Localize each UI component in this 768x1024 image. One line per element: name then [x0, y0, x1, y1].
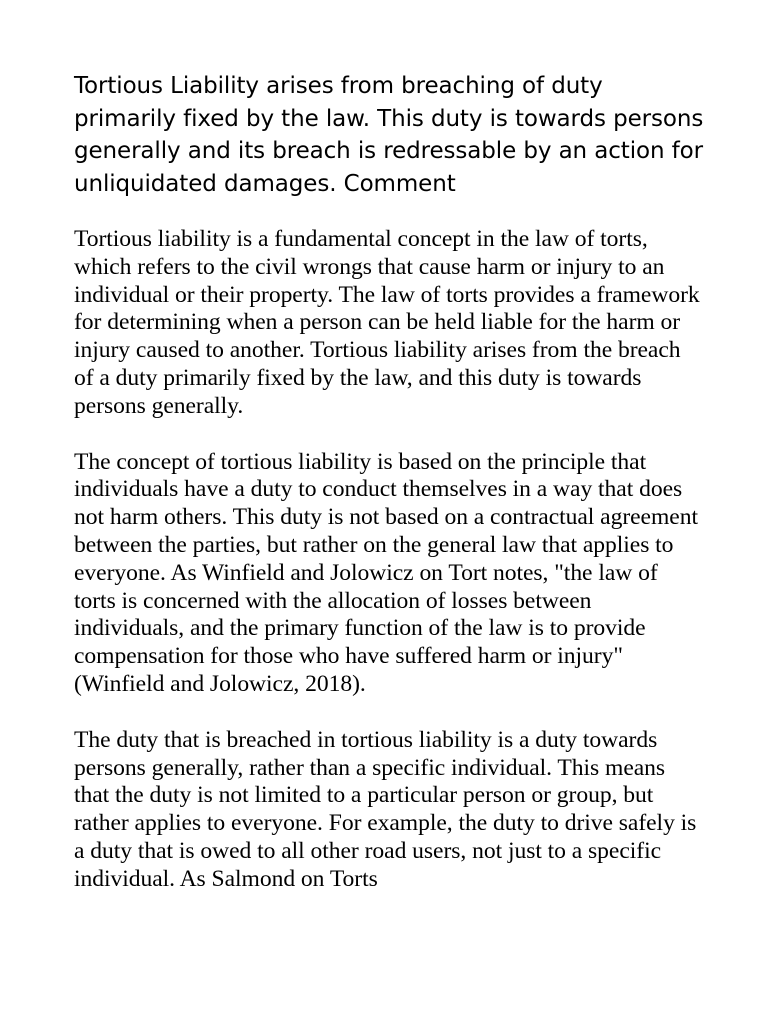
- paragraph-3: The duty that is breached in tortious liability is a duty towards persons generally, rather than a specific individual. This means that the duty is not limited to a particular person or group, but rather applies to everyone. For example, the duty to drive safely is a duty that is owed to all other road users, not just to a specific individual. As Salmond on Torts: [74, 726, 697, 892]
- paragraph-1: Tortious liability is a fundamental concept in the law of torts, which refers to the civil wrongs that cause harm or injury to an individual or their property. The law of torts provides a framework for determining when a person can be held liable for the harm or injury caused to another. Tortious liability arises from the breach of a duty primarily fixed by the law, and this duty is towards persons generally.: [74, 226, 700, 419]
- document-page: [74, 70, 704, 922]
- document-title: Tortious Liability arises from breaching of duty primarily fixed by the law. This duty is towards persons generally and its breach is redressable by an action for unliquidated damages. Comment: [74, 73, 704, 197]
- paragraph-2: The concept of tortious liability is based on the principle that individuals have a duty to conduct themselves in a way that does not harm others. This duty is not based on a contractual agreement between the parties, but rather on the general law that applies to everyone. As Winfield and Jolowicz on Tort notes, "the law of torts is concerned with the allocation of losses between individuals, and the primary function of the law is to provide compensation for those who have suffered harm or injury" (Winfield and Jolowicz, 2018).: [74, 448, 698, 697]
